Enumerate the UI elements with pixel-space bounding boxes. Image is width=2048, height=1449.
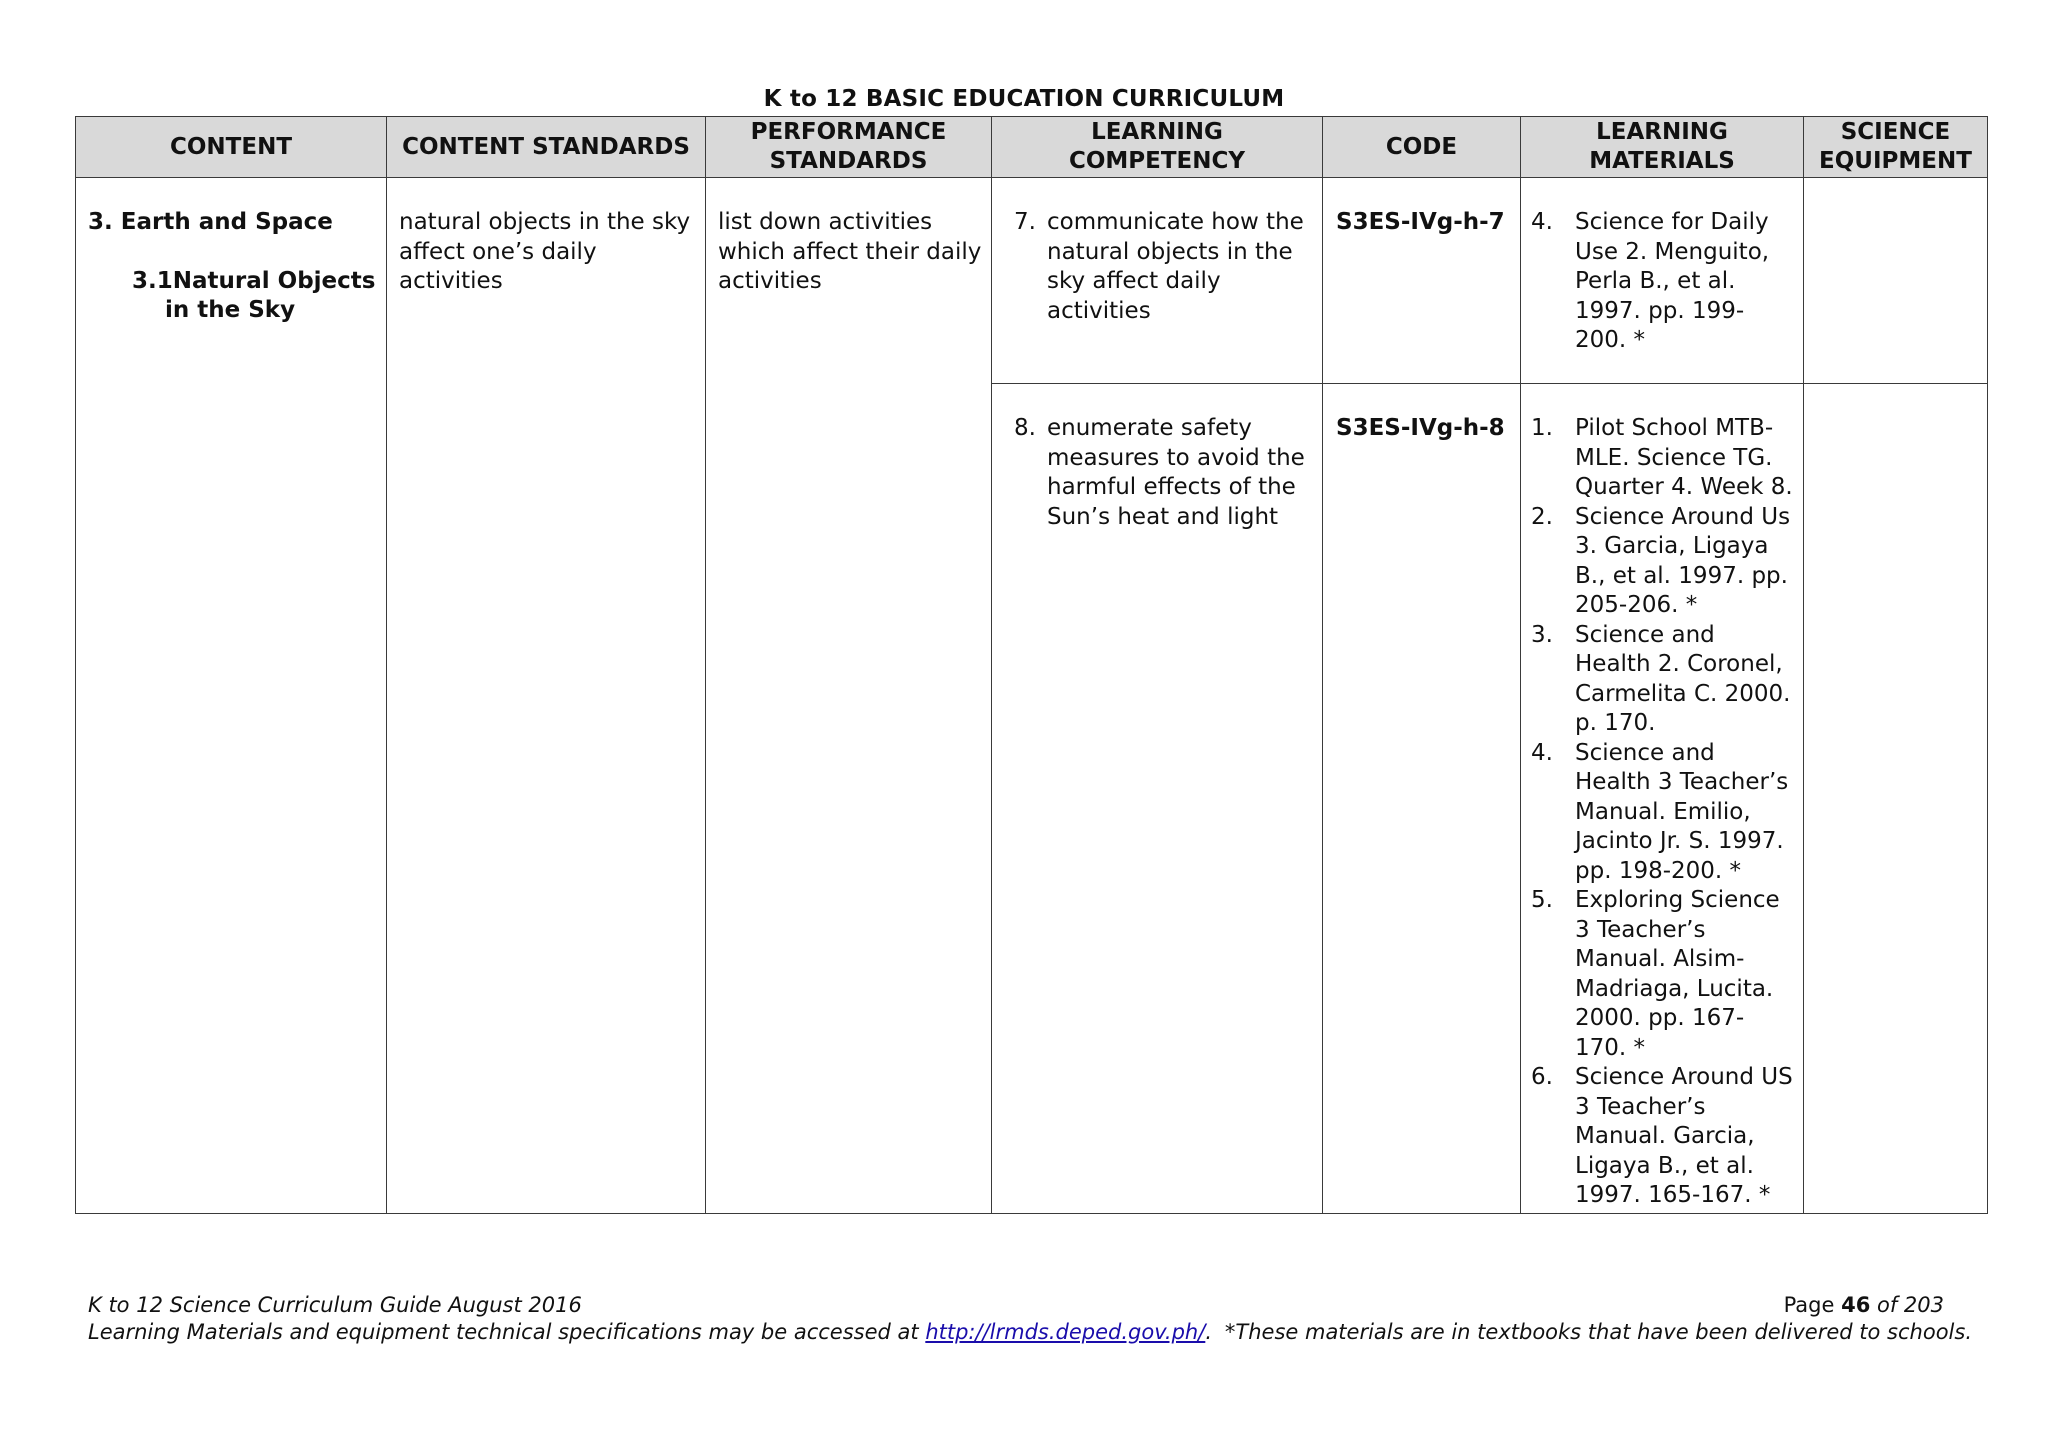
performance-standards-cell: list down activities which affect their daily activities xyxy=(706,178,992,1214)
table-row xyxy=(76,178,1988,384)
material-item: 2. Science Around Us 3. Garcia, Ligaya B., et al. 1997. pp. 205-206. * xyxy=(1531,503,1791,618)
header-learning-materials: LEARNING MATERIALS xyxy=(1521,117,1804,178)
footer-left xyxy=(88,1292,1212,1346)
curriculum-table xyxy=(75,116,1988,1214)
material-item: 3. Science and Health 2. Coronel, Carmelita C. 2000. p. 170. xyxy=(1531,621,1791,736)
science-equipment-cell xyxy=(1804,384,1988,1214)
learning-materials-cell xyxy=(1521,178,1804,384)
material-item: 6. Science Around US 3 Teacher’s Manual. Garcia, Ligaya B., et al. 1997. 165-167. * xyxy=(1531,1064,1793,1208)
competency-item: 7. communicate how the natural objects in the sky affect daily activities xyxy=(1014,209,1304,324)
header-row xyxy=(76,117,1988,178)
header-code: CODE xyxy=(1323,117,1521,178)
competency-item: 8. enumerate safety measures to avoid the harmful effects of the Sun’s heat and light xyxy=(1014,415,1305,530)
content-standards-cell: natural objects in the sky affect one’s daily activities xyxy=(387,178,706,1214)
science-equipment-cell xyxy=(1804,178,1988,384)
header-performance-standards: PERFORMANCE STANDARDS xyxy=(706,117,992,178)
footer-access-note: Learning Materials and equipment technical specifications may be accessed at http://lrmds.deped.gov.ph/. xyxy=(88,1320,1212,1344)
learning-materials-cell xyxy=(1521,384,1804,1214)
footer-guide-title: K to 12 Science Curriculum Guide August 2016 xyxy=(88,1293,582,1317)
material-item: 1. Pilot School MTB-MLE. Science TG. Quarter 4. Week 8. xyxy=(1531,415,1793,500)
header-content-standards: CONTENT STANDARDS xyxy=(387,117,706,178)
material-item: 4. Science and Health 3 Teacher’s Manual. Emilio, Jacinto Jr. S. 1997. pp. 198-200. * xyxy=(1531,739,1789,884)
header-content: CONTENT xyxy=(76,117,387,178)
material-item: 4. Science for Daily Use 2. Menguito, Perla B., et al. 1997. pp. 199-200. * xyxy=(1531,209,1770,353)
header-science-equipment: SCIENCE EQUIPMENT xyxy=(1804,117,1988,178)
content-cell xyxy=(76,178,387,1214)
lrmds-link[interactable]: http://lrmds.deped.gov.ph/ xyxy=(925,1320,1206,1344)
header-learning-competency: LEARNING COMPETENCY xyxy=(992,117,1323,178)
content-subtopic: 3.1Natural Objects in the Sky xyxy=(132,267,376,323)
footer-right xyxy=(1225,1292,1972,1346)
code-cell: S3ES-IVg-h-8 xyxy=(1323,384,1521,1214)
document-title: K to 12 BASIC EDUCATION CURRICULUM xyxy=(763,86,1285,112)
learning-competency-cell xyxy=(992,178,1323,384)
material-item: 5. Exploring Science 3 Teacher’s Manual. Alsim-Madriaga, Lucita. 2000. pp. 167-170. * xyxy=(1531,887,1780,1061)
learning-competency-cell xyxy=(992,384,1323,1214)
page-number: Page 46 of 203 xyxy=(1783,1293,1944,1317)
content-topic: 3. Earth and Space xyxy=(88,209,333,235)
footer-textbook-note: *These materials are in textbooks that have been delivered to schools. xyxy=(1224,1320,1972,1344)
code-cell: S3ES-IVg-h-7 xyxy=(1323,178,1521,384)
